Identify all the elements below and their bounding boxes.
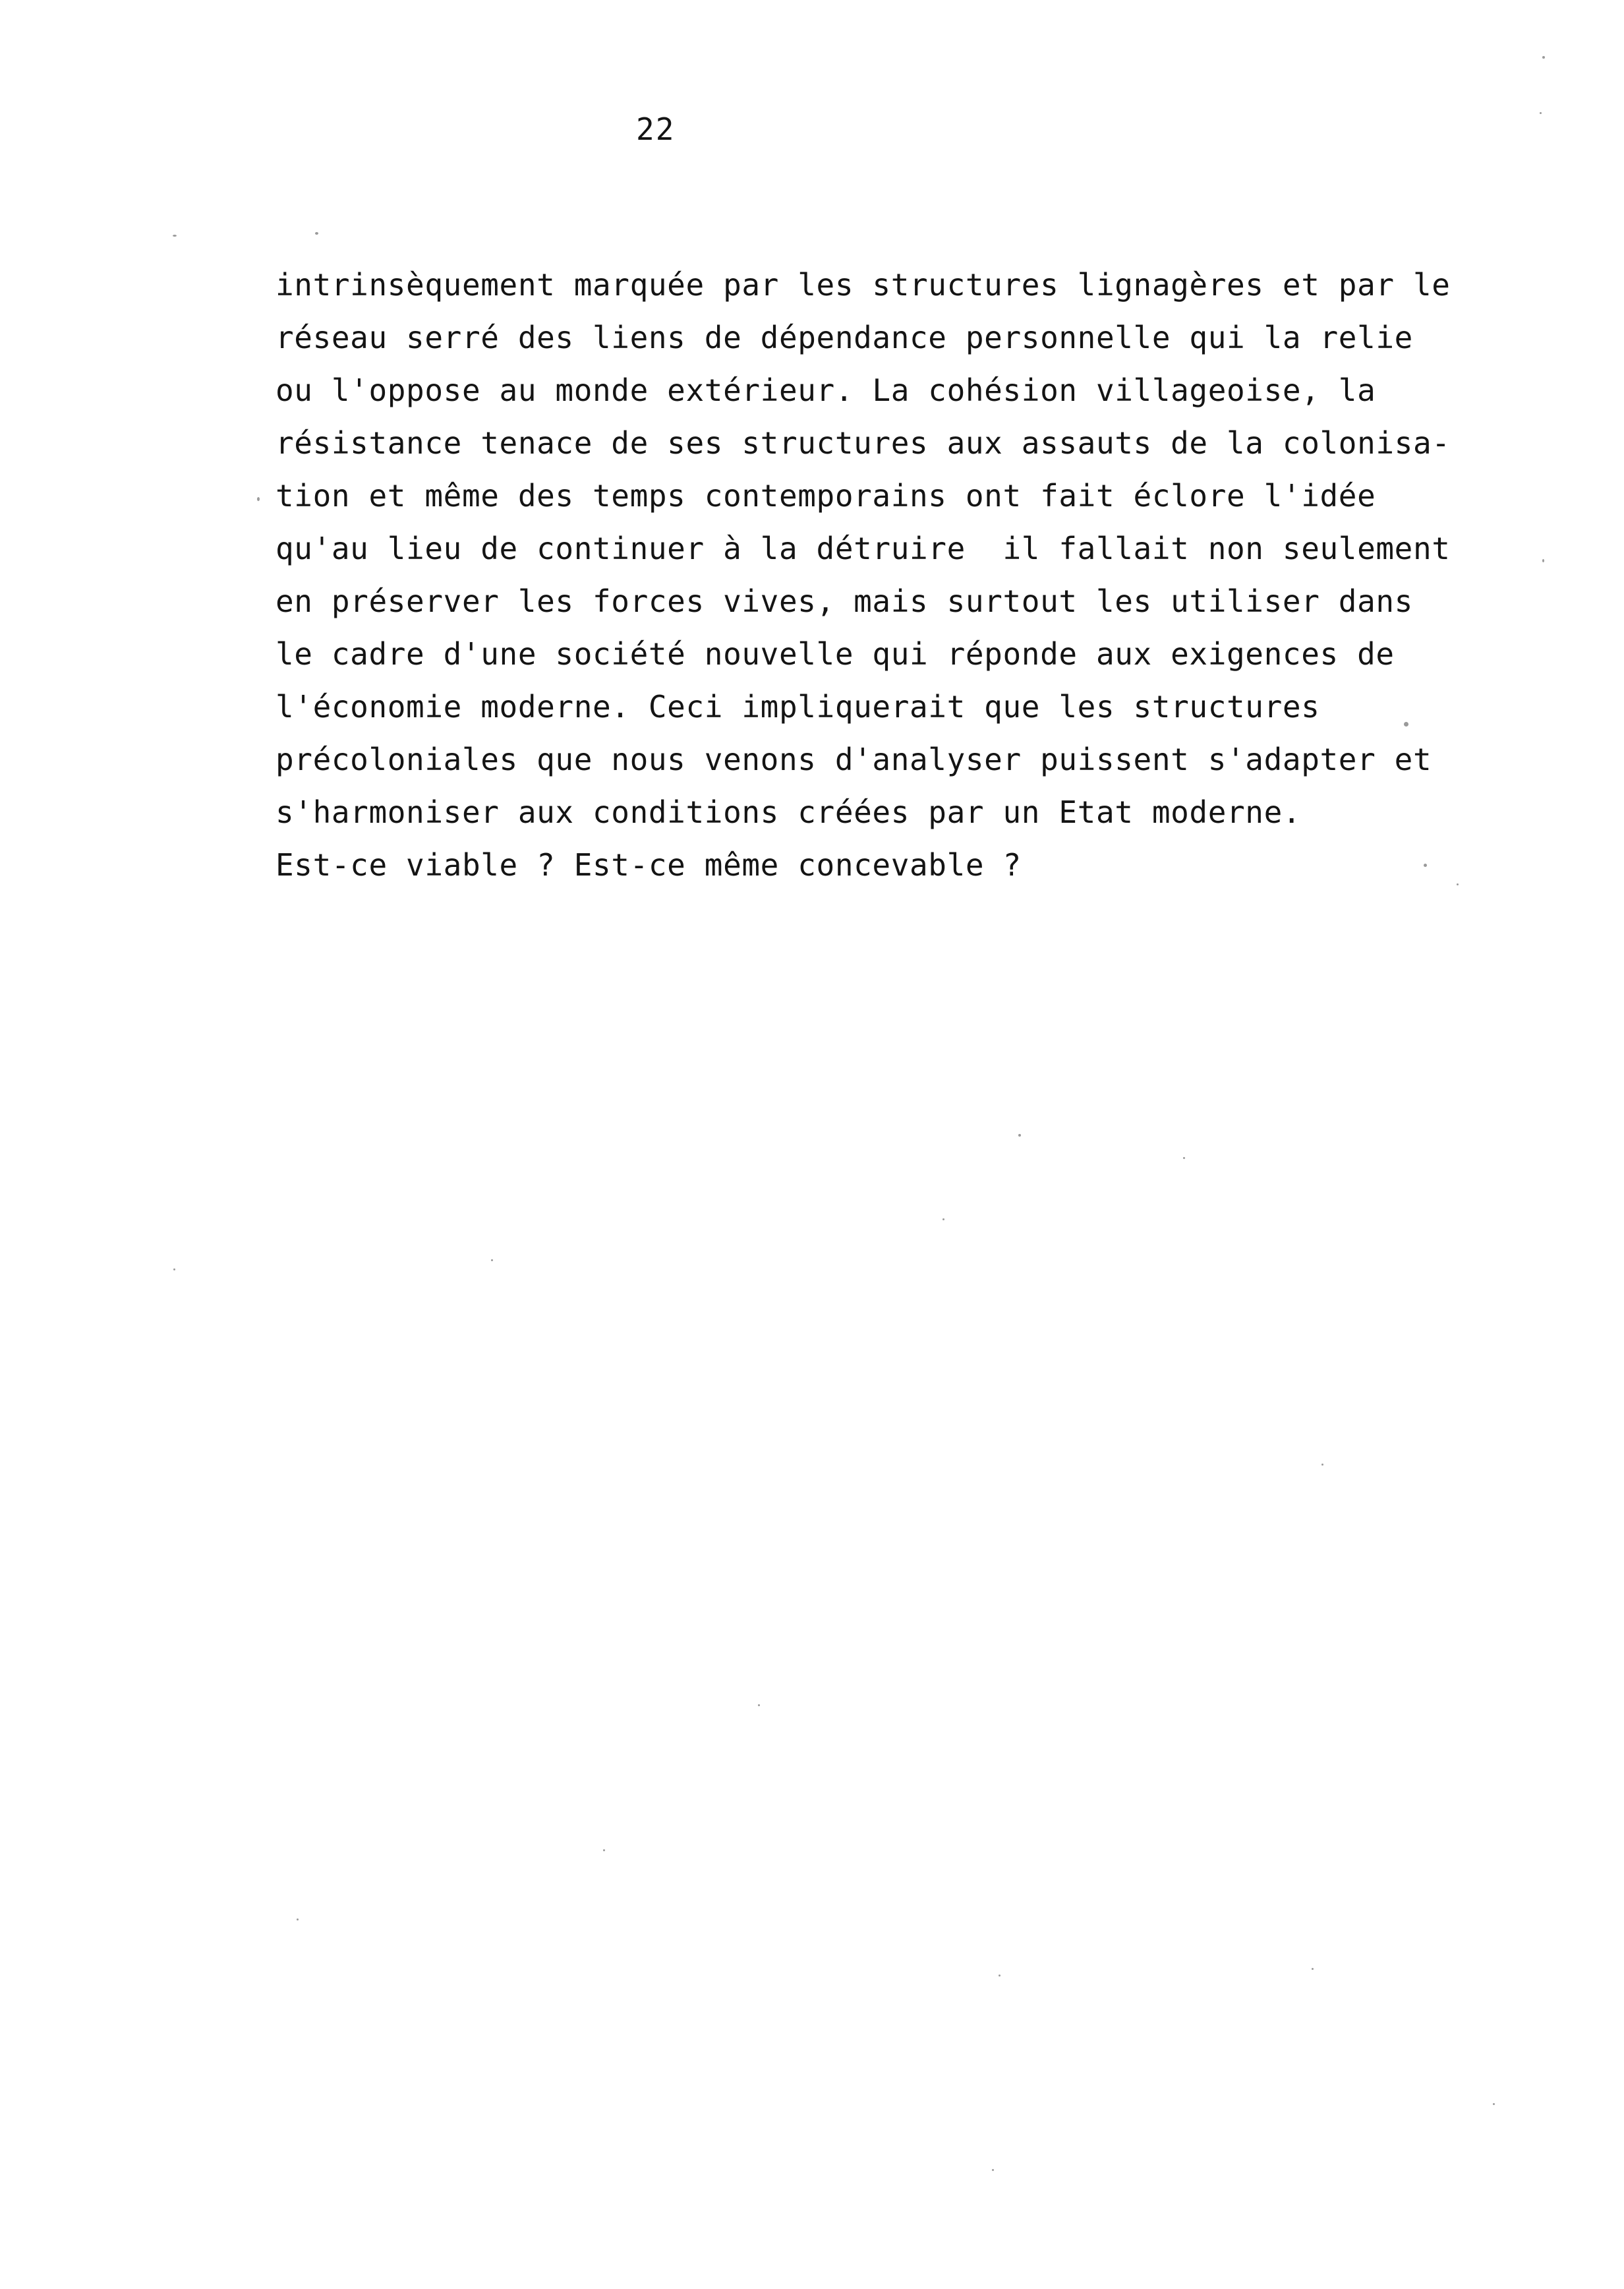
scan-speck [1540, 112, 1542, 114]
text-line: l'économie moderne. Ceci impliquerait que les structures [276, 689, 1320, 725]
scan-speck [1312, 1968, 1314, 1970]
text-line: en préserver les forces vives, mais surtout les utiliser dans [276, 583, 1413, 619]
page-number: 22 [636, 111, 676, 147]
scan-speck [1542, 559, 1544, 562]
scan-speck [173, 235, 177, 237]
scan-speck [1493, 2103, 1495, 2105]
scan-speck [942, 1218, 944, 1220]
text-line: qu'au lieu de continuer à la détruire il fallait non seulement [276, 531, 1451, 566]
scan-speck [1424, 864, 1427, 867]
scan-speck [1542, 56, 1545, 59]
text-line: s'harmoniser aux conditions créées par un Etat moderne. [276, 794, 1302, 830]
scan-speck [758, 1704, 760, 1706]
scan-speck [1018, 1134, 1021, 1137]
scan-speck [992, 2169, 994, 2171]
scan-speck [1404, 722, 1408, 727]
scan-speck [297, 1918, 299, 1920]
scan-speck [173, 1268, 175, 1270]
text-line: tion et même des temps contemporains ont fait éclore l'idée [276, 478, 1376, 514]
scan-speck [257, 497, 260, 501]
text-line: ou l'oppose au monde extérieur. La cohésion villageoise, la [276, 372, 1376, 408]
text-line: le cadre d'une société nouvelle qui réponde aux exigences de [276, 636, 1395, 672]
scan-speck [1321, 1464, 1323, 1466]
text-line: résistance tenace de ses structures aux assauts de la colonisa- [276, 425, 1451, 461]
scan-speck [1183, 1157, 1185, 1159]
body-paragraph [276, 258, 1528, 891]
scan-speck [491, 1259, 493, 1261]
scan-speck [603, 1849, 605, 1851]
scan-speck [999, 1975, 1000, 1977]
text-line: intrinsèquement marquée par les structures lignagères et par le [276, 267, 1451, 303]
scan-speck [315, 232, 318, 235]
text-line: réseau serré des liens de dépendance personnelle qui la relie [276, 320, 1413, 355]
scan-speck [1457, 883, 1459, 885]
text-line: précoloniales que nous venons d'analyser puissent s'adapter et [276, 742, 1432, 777]
text-line: Est-ce viable ? Est-ce même concevable ? [276, 847, 1022, 883]
